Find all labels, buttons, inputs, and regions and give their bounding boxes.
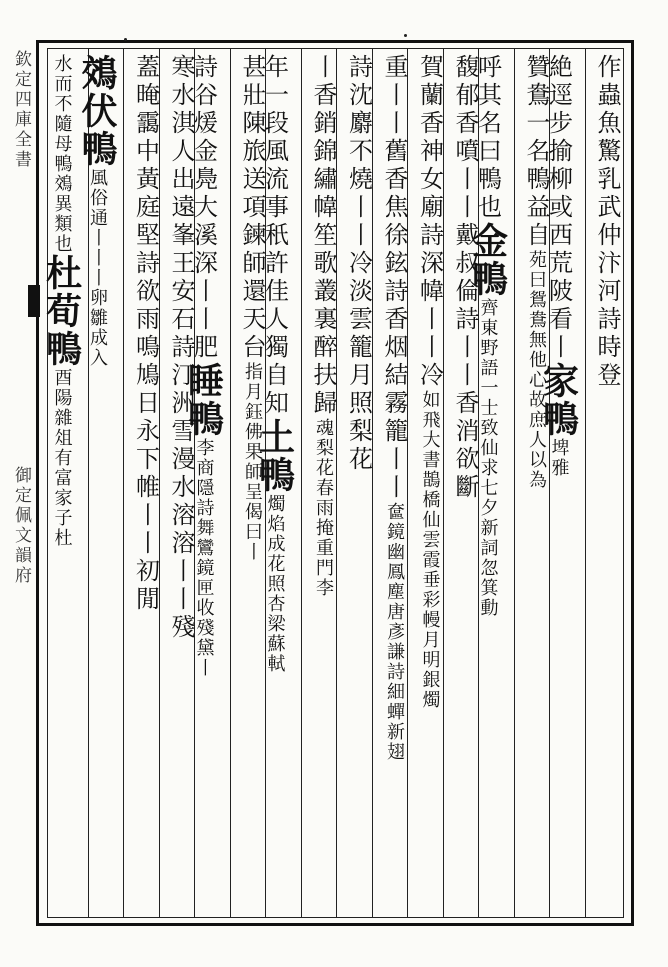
column-text: 燭焰成花照杏梁蘇軾 — [264, 494, 286, 674]
text-column — [230, 54, 266, 914]
text-column — [585, 54, 621, 914]
entry-heading: 家鴨 — [537, 362, 580, 438]
column-text: 魂梨花春雨掩重門李 — [313, 418, 334, 598]
column-text: 甚壯陳旅送項鍊師還天台 — [238, 54, 266, 362]
ink-speck — [124, 38, 127, 41]
text-column — [466, 54, 514, 914]
column-text: 酉陽雜俎有富家子杜 — [51, 368, 73, 548]
column-text: 風俗通丨丨丨卵雛成入 — [87, 168, 108, 368]
column-text: 作蟲魚驚乳武仲汴河詩時登 — [593, 54, 621, 390]
entry-heading: 金鴨 — [466, 222, 509, 298]
text-column — [159, 54, 195, 914]
column-text: 呼其名曰鴨也 — [473, 54, 502, 222]
column-text: 苑曰鴛鴦無他心故庶人以為 — [526, 250, 547, 490]
text-column — [514, 54, 550, 914]
column-text: 年一段風流事秖許佳人獨自知 — [260, 54, 289, 418]
text-column — [537, 54, 585, 914]
entry-heading: 土鴨 — [253, 418, 296, 494]
margin-top-text: 欽定四庫全書 — [11, 50, 31, 170]
column-text: 詩沈麝不燒丨丨冷淡雲籠月照梨花 — [344, 54, 373, 474]
text-column — [372, 54, 408, 914]
text-column — [443, 54, 479, 914]
text-column — [76, 54, 124, 914]
margin-bottom-text: 御定佩文韻府 — [11, 466, 31, 586]
column-text: 寒水淇人出遠峯王安石詩汀洲雪漫水溶溶丨丨殘 — [167, 54, 195, 642]
text-column — [40, 54, 88, 914]
column-text: 賀蘭香神女廟詩深幃丨丨冷 — [415, 54, 444, 390]
column-text: 埤雅 — [548, 438, 570, 478]
entry-heading: 睡鴨 — [182, 362, 225, 438]
column-text: 馥郁香噴丨丨戴叔倫詩丨丨香消欲斷 — [451, 54, 479, 502]
entry-heading: 杜荀鴨 — [40, 254, 83, 368]
column-text: 水而不隨母鴨鵁異類也 — [51, 54, 73, 254]
column-text: 絶逕步揄柳或西荒陂看丨 — [544, 54, 573, 362]
column-text: 重丨丨舊香焦徐鉉詩香烟結霧籠丨丨 — [380, 54, 408, 502]
column-text: 李商隱詩舞鸞鏡匣收殘黛丨 — [193, 438, 215, 678]
text-column — [407, 54, 443, 914]
column-text: 丨香銷錦繡幃笙歌叢裏醉扶歸 — [309, 54, 337, 418]
margin-title — [2, 50, 34, 930]
column-text: 贊鴦一名鴨益自 — [522, 54, 550, 250]
column-text: 奩鏡幽鳳塵唐彥謙詩細蟬新翅 — [384, 502, 405, 762]
text-column — [123, 54, 159, 914]
column-text: 指月鈺佛果師呈偈曰丨 — [242, 362, 263, 562]
column-text: 如飛大書鵲橋仙雲霞垂彩幔月明銀燭 — [419, 390, 441, 710]
ink-speck — [404, 34, 407, 37]
entry-heading: 鵁伏鴨 — [76, 54, 118, 168]
text-column — [336, 54, 372, 914]
column-text: 蓋晻靄中黃庭堅詩欲雨鳴鳩日永下帷丨丨初閒 — [131, 54, 160, 614]
text-column — [301, 54, 337, 914]
text-column — [182, 54, 230, 914]
text-column — [253, 54, 301, 914]
column-text: 齊東野語一士致仙求七夕新詞忽箕動 — [477, 298, 499, 618]
column-text: 詩谷煖金鳧大溪深丨丨肥 — [189, 54, 218, 362]
